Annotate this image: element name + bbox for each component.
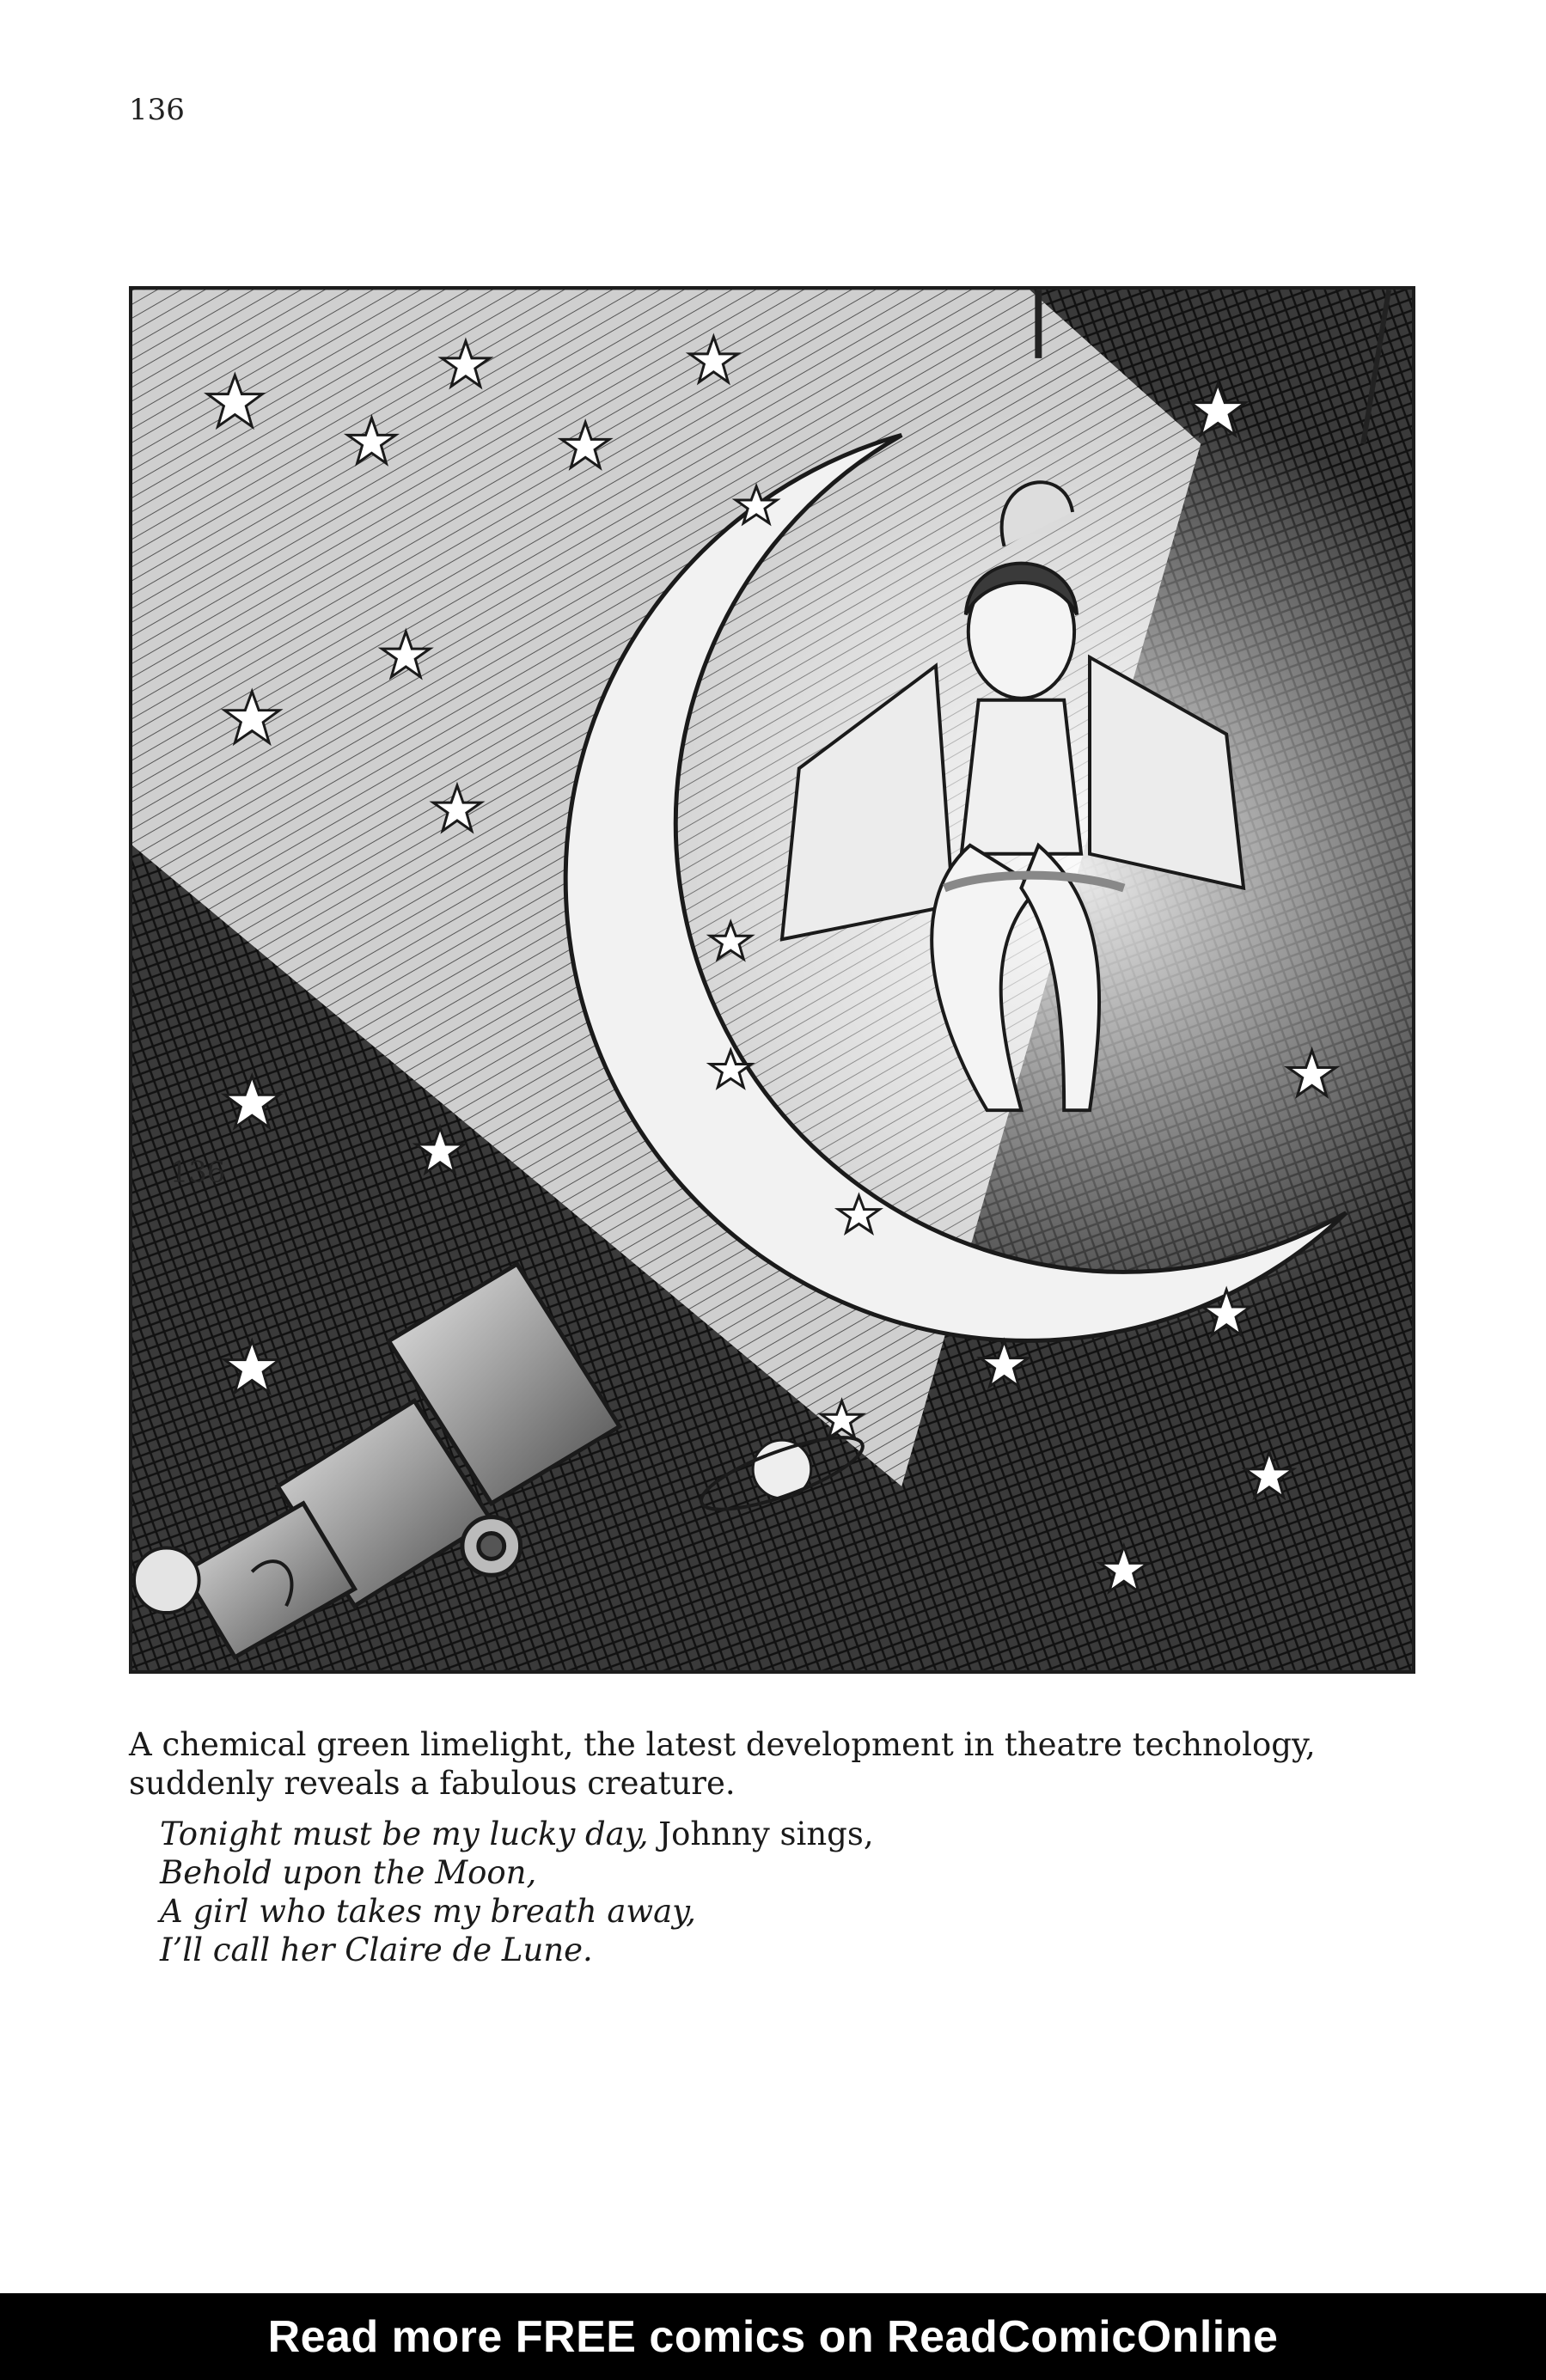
verse-line-1 — [160, 1815, 1363, 1853]
moon-girl-drawing — [132, 290, 1412, 1670]
song-verse — [160, 1815, 1363, 1969]
verse-line-3: A girl who takes my breath away, — [160, 1893, 696, 1930]
caption-paragraph: A chemical green limelight, the latest development in theatre technology, suddenly reveals a fabulous creature. — [129, 1726, 1316, 1802]
stray-page-number: 136 — [169, 1155, 226, 1189]
verse-line-1-italic: Tonight must be my lucky day, — [160, 1816, 649, 1852]
footer-banner[interactable] — [0, 2293, 1546, 2380]
verse-line-2: Behold upon the Moon, — [160, 1854, 537, 1891]
verse-line-1-plain: Johnny sings, — [648, 1816, 874, 1852]
torso — [962, 700, 1081, 854]
comic-illustration — [129, 286, 1415, 1674]
page-number: 136 — [129, 93, 185, 127]
verse-line-4: I’ll call her Claire de Lune. — [160, 1931, 593, 1968]
footer-link-text[interactable]: Read more FREE comics on ReadComicOnline — [267, 2311, 1279, 2362]
